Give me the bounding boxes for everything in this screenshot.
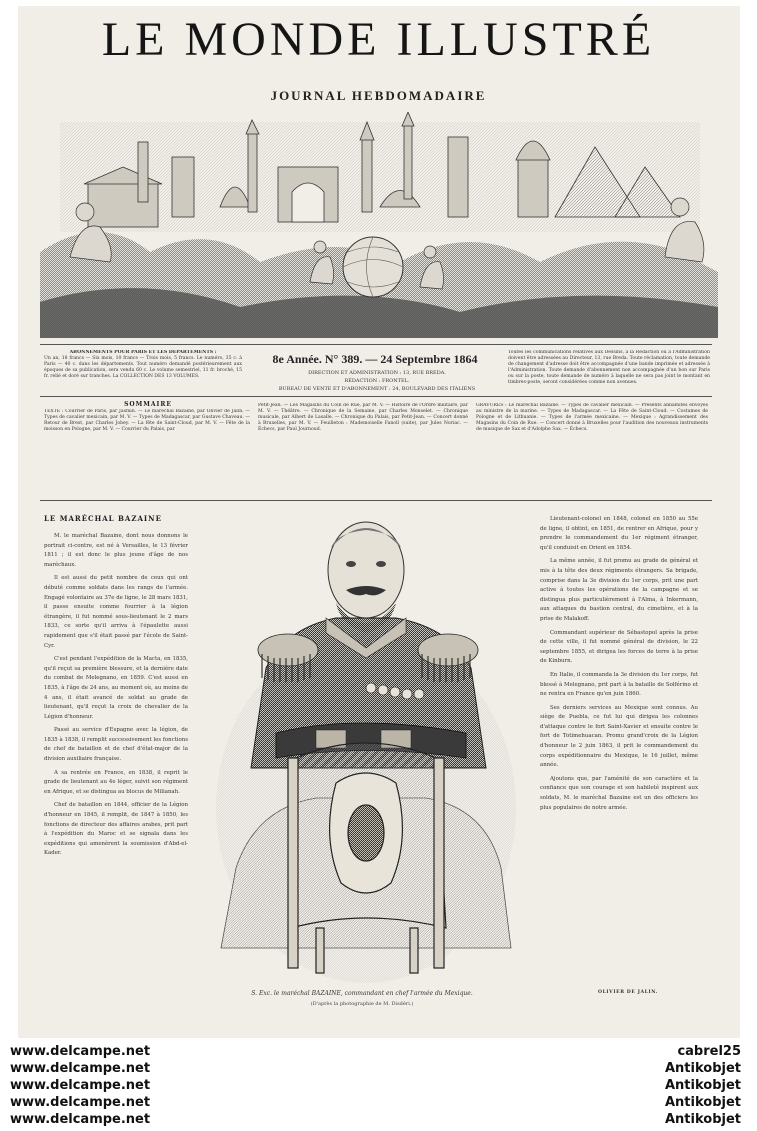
watermark-seller: Antikobjet bbox=[664, 1095, 741, 1110]
article-paragraph: Ses derniers services au Mexique sont connus. Au siège de Puebla, ce fut lui qui dirigea les colonnes d'attaque contre le fort Saint-Xavier et ensuite contre le fort de Totimehuacan. Promu grand'croix de la Légion d'honneur le 2 juin 1863, il prit le commandement du corps expéditionnaire du Mexique, le 16 juillet, même année. bbox=[540, 704, 698, 769]
article-paragraph: C'est pendant l'expédition de la Macta, en 1835, qu'il reçut sa première blessure, et la dernière date du combat de Melegnano, en 1859. C'est aussi en 1835, à l'âge de 24 ans, au moment où, au moins de 4 ans, il était avancé de soldat au grade de lieutenant, qu'il reçut la croix de chevalier de la Légion d'honneur. bbox=[44, 656, 188, 720]
issue-direction: DIRECTION ET ADMINISTRATION : 13, RUE BREDA. bbox=[308, 370, 446, 376]
watermark-url: www.delcampe.net bbox=[10, 1112, 151, 1127]
article-signature: OLIVIER DE JALIN. bbox=[598, 990, 658, 995]
article-paragraph: Il est aussi du petit nombre de ceux qui ont débuté comme soldats dans les rangs de l'armée. Engagé volontaire au 37e de ligne, le 28 mars 1831, il passe ensuite comme fourrier à la légion étrangère, il fut nommé sous-lieutenant le 2 mars 1833, ce sorte qu'il arriva à l'épaulette aussi rapidement que s'il était passé par l'école de Saint-Cyr. bbox=[44, 575, 188, 649]
article-paragraph: M. le maréchal Bazaine, dont nous donnons le portrait ci-contre, est né à Versailles, le 13 février 1811 ; il est donc le plus jeune d'âge de nos maréchaux. bbox=[44, 533, 188, 568]
portrait-engraving bbox=[196, 508, 536, 988]
masthead-subtitle: JOURNAL HEBDOMADAIRE bbox=[270, 88, 487, 103]
article-paragraph: Ajoutons que, par l'aménité de son caractère et la confiance que son courage et son habileté inspirent aux soldats, M. le maréchal Bazaine est un des officiers les plus populaires de notre armée. bbox=[540, 775, 698, 811]
portrait-credit: (D'après la photographie de M. Disdéri.) bbox=[310, 1001, 414, 1007]
notices-block: Toutes les communications relatives aux Dessins, à la Rédaction ou à l'Administration doivent être adressées au Directeur, 13, rue Breda. Toute réclamation, toute demande de changement d'adresse doit être accompagnée d'une bande imprimée et adressée à l'Administration. Toute demande d'abonnement non accompagnée d'un bon sur Paris ou sur la poste, toute demande de numéro à laquelle ne sera pas joint le montant en timbres-poste, seront considérées comme non avenues. bbox=[508, 350, 710, 385]
watermark-seller: Antikobjet bbox=[664, 1078, 741, 1093]
issue-redaction: RÉDACTION : FRONTEL. bbox=[344, 378, 410, 384]
article-paragraph: Passé au service d'Espagne avec la légion, de 1835 à 1838, il remplit successivement les fonctions de chef de bataillon et de chef d'état-major de la division auxiliaire française. bbox=[44, 727, 188, 763]
subscriptions-text: Un an, 18 francs — Six mois, 10 francs — Trois mois, 5 francs. Le numéro, 35 c. à Paris — 40 c. dans les départements. Tout numéro demandé postérieurement aux époques de sa publication, sera vendu 60 c. Le volume semestriel, 11 fr. broché, 15 fr. relié et doré sur tranches. La COLLECTION DES 13 VOLUMES. bbox=[44, 356, 242, 379]
portrait-caption: S. Exc. le maréchal BAZAINE, commandant en chef l'armée du Mexique. bbox=[251, 990, 473, 997]
watermark-seller: Antikobjet bbox=[664, 1112, 741, 1127]
article-paragraph: A sa rentrée en France, en 1838, il reprit le grade de lieutenant au 4e léger, suivit son régiment en Afrique, et se distingua au blocus de Milianah. bbox=[44, 769, 188, 795]
article-paragraph: En Italie, il commanda la 3e division du 1er corps, fut blessé à Melegnano, prit part à la bataille de Solférino et ne rentra en France qu'en juin 1860. bbox=[540, 671, 698, 698]
rule-bottom bbox=[40, 500, 712, 501]
watermark-url: www.delcampe.net bbox=[10, 1078, 151, 1093]
article-paragraph: Lieutenant-colonel en 1848, colonel en 1850 au 55e de ligne, il obtint, en 1851, de rentrer en Afrique, pour y prendre le commandement du 1er régiment étranger, qu'il conduisit en Orient en 1854. bbox=[540, 516, 698, 551]
article-paragraph: Chef de bataillon en 1844, officier de la Légion d'honneur en 1845, il remplit, de 1847 à 1850, les fonctions de directeur des affaires arabes, prit part à l'expédition du Maroc et se signala dans les expéditions qui amenèrent la soumission d'Abd-el-Kader. bbox=[44, 802, 188, 857]
article-title: LE MARÉCHAL BAZAINE bbox=[44, 514, 162, 523]
sommaire-col-2: Petit-Jean. — Les Magasins du Coin de Rue, par M. V. — Histoire de l'Ordre militaire, par M. V. — Théâtre. — Chronique de la Semaine, par Charles Monselet. — Chronique musicale, par Albert de Lasalle. — Chronique du Palais, par Petit-Jean. — Concert donné à Bruxelles, par M. V. — Feuilleton : Mademoiselle Fanoll (suite), par Jules Noriac. — Échecs, par Paul Journoud. bbox=[258, 403, 468, 432]
issue-bureau: BUREAU DE VENTE ET D'ABONNEMENT : 24, BOULEVARD DES ITALIENS bbox=[278, 386, 476, 392]
article-paragraph: Commandant supérieur de Sébastopol après la prise de cette ville, il fut nommé général de division, le 22 septembre 1855, et dirigea les forces de terre à la prise de Kinburn. bbox=[540, 629, 698, 665]
watermark-left bbox=[10, 1043, 150, 1128]
sommaire-col-3: GRAVURES : Le maréchal Bazaine. — Types de cavalier mexicain. — Présents annamites envoyés au ministre de la marine. — Types de Madagascar. — La Fête de Saint-Cloud. — Costumes de Pologne et de Lithuanie. — Types de l'armée mexicaine. — Mexique : Agrandissement des Magasins du Coin de Rue. — Concert donné à Bruxelles pour l'audition des nouveaux instruments de musique de Sax et d'Adolphe Sax. — Échecs. bbox=[476, 403, 708, 432]
watermark-seller: Antikobjet bbox=[664, 1061, 741, 1076]
rule-middle bbox=[40, 396, 712, 397]
rule-top bbox=[40, 344, 712, 345]
subscriptions-block bbox=[44, 350, 242, 394]
sommaire-heading: SOMMAIRE bbox=[124, 401, 172, 408]
watermark-url: www.delcampe.net bbox=[10, 1095, 151, 1110]
article-column-right bbox=[540, 515, 698, 975]
article-column-left bbox=[44, 532, 188, 1004]
sommaire-col-1: TEXTE : Courrier de Paris, par Jasmin. — Le maréchal Bazaine, par Olivier de Jalin. — Types de cavalier mexicain, par M. V. — Types de Madagascar, par Gustave Chaveau. — Retour de Brest, par Charles Jobey. — La fête de Saint-Cloud, par M. V. — Fête de la moisson en Pologne, par M. V. — Courrier du Palais, par bbox=[44, 409, 250, 432]
watermark-right bbox=[665, 1043, 741, 1128]
watermark-url: www.delcampe.net bbox=[10, 1044, 151, 1059]
masthead-engraving bbox=[40, 112, 718, 338]
watermark-url: www.delcampe.net bbox=[10, 1061, 151, 1076]
subscriptions-heading: ABONNEMENTS POUR PARIS ET LES DÉPARTEMENTS : bbox=[69, 350, 217, 355]
issue-line: 8e Année. N° 389. — 24 Septembre 1864 bbox=[272, 352, 478, 366]
article-paragraph: La même année, il fut promu au grade de général et mis à la tête des deux régiments étrangers. Sa brigade, comprise dans la 3e division du 1er corps, prit une part active à toutes les opérations de la campagne et se distingua plus particulièrement à l'Alma, à Inkermann, aux attaques du bastion central, du cimetière, et à la prise de Malakoff. bbox=[540, 558, 698, 622]
masthead-title: LE MONDE ILLUSTRÉ bbox=[101, 13, 656, 66]
watermark-seller: cabrel25 bbox=[677, 1044, 741, 1059]
